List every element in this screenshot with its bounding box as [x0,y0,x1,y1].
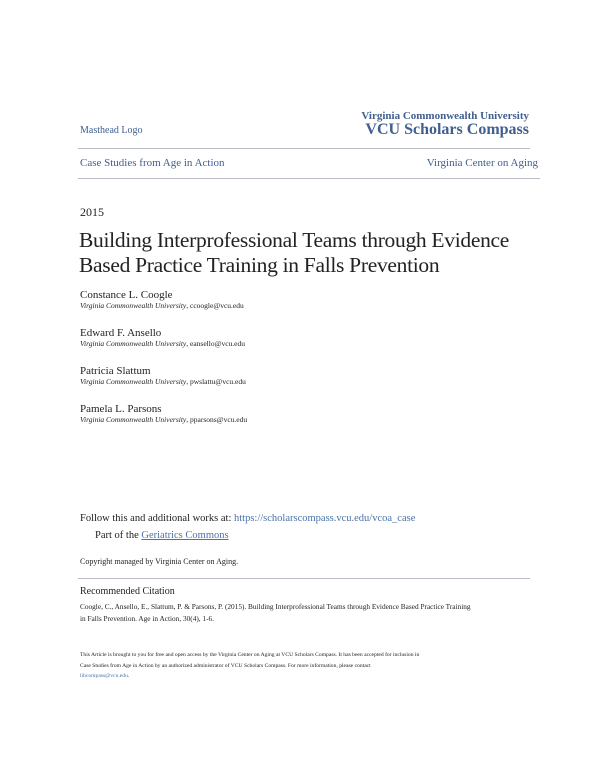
collection-url-link[interactable]: https://scholarscompass.vcu.edu/vcoa_case [234,513,416,524]
series-link[interactable]: Case Studies from Age in Action [80,157,225,169]
author-email: , pwslattu@vcu.edu [186,377,246,386]
author-affiliation: Virginia Commonwealth University [80,301,187,310]
access-footer [80,650,419,682]
geriatrics-commons-link[interactable]: Geriatrics Commons [141,530,229,541]
author-name: Constance L. Coogle [80,289,173,301]
citation-line: in Falls Prevention. Age in Action, 30(4), 1-6. [80,614,214,623]
footer-line: This Article is brought to you for free and open access by the Virginia Center on Aging at VCU Scholars Compass. It has been accepted for inclusion in [80,652,420,658]
divider [78,148,530,149]
document-title [79,228,509,278]
divider [78,178,540,179]
follow-line [80,513,415,524]
masthead-logo[interactable]: Masthead Logo [80,125,143,136]
author-email: , pparsons@vcu.edu [186,415,248,424]
author-name: Edward F. Ansello [80,327,162,339]
citation-heading: Recommended Citation [80,586,175,597]
title-line: Based Practice Training in Falls Prevention [79,253,440,277]
publisher-link[interactable]: Virginia Center on Aging [426,157,538,169]
follow-label: Follow this and additional works at: [80,513,234,524]
footer-line: Case Studies from Age in Action by an authorized administrator of VCU Scholars Compass. For more information, please contact [80,662,371,669]
author-email: , ccoogle@vcu.edu [186,301,244,310]
footer-period: . [127,673,130,679]
repository-name[interactable]: VCU Scholars Compass [365,121,529,138]
author-name: Pamela L. Parsons [80,403,162,415]
part-of-label: Part of the [95,530,142,541]
author-name: Patricia Slattum [80,365,151,377]
copyright-notice: Copyright managed by Virginia Center on Aging. [80,557,239,566]
author [80,403,247,441]
contact-email-link[interactable]: libcompass@vcu.edu [80,673,128,679]
author [80,327,247,365]
year: 2015 [80,205,104,219]
divider [78,578,530,579]
citation-line: Coogle, C., Ansello, E., Slattum, P. & Parsons, P. (2015). Building Interprofessional Teams through Evidence Based Practice Training [80,602,471,611]
author [80,289,247,327]
author-email: , eansello@vcu.edu [186,339,246,348]
author-affiliation: Virginia Commonwealth University [80,339,187,348]
title-line: Building Interprofessional Teams through Evidence [79,228,510,252]
part-of-line [95,530,229,541]
author [80,365,247,403]
citation-text [80,601,471,625]
author-block [80,289,247,441]
university-name[interactable]: Virginia Commonwealth University [361,110,529,122]
author-affiliation: Virginia Commonwealth University [80,377,187,386]
author-affiliation: Virginia Commonwealth University [80,415,187,424]
